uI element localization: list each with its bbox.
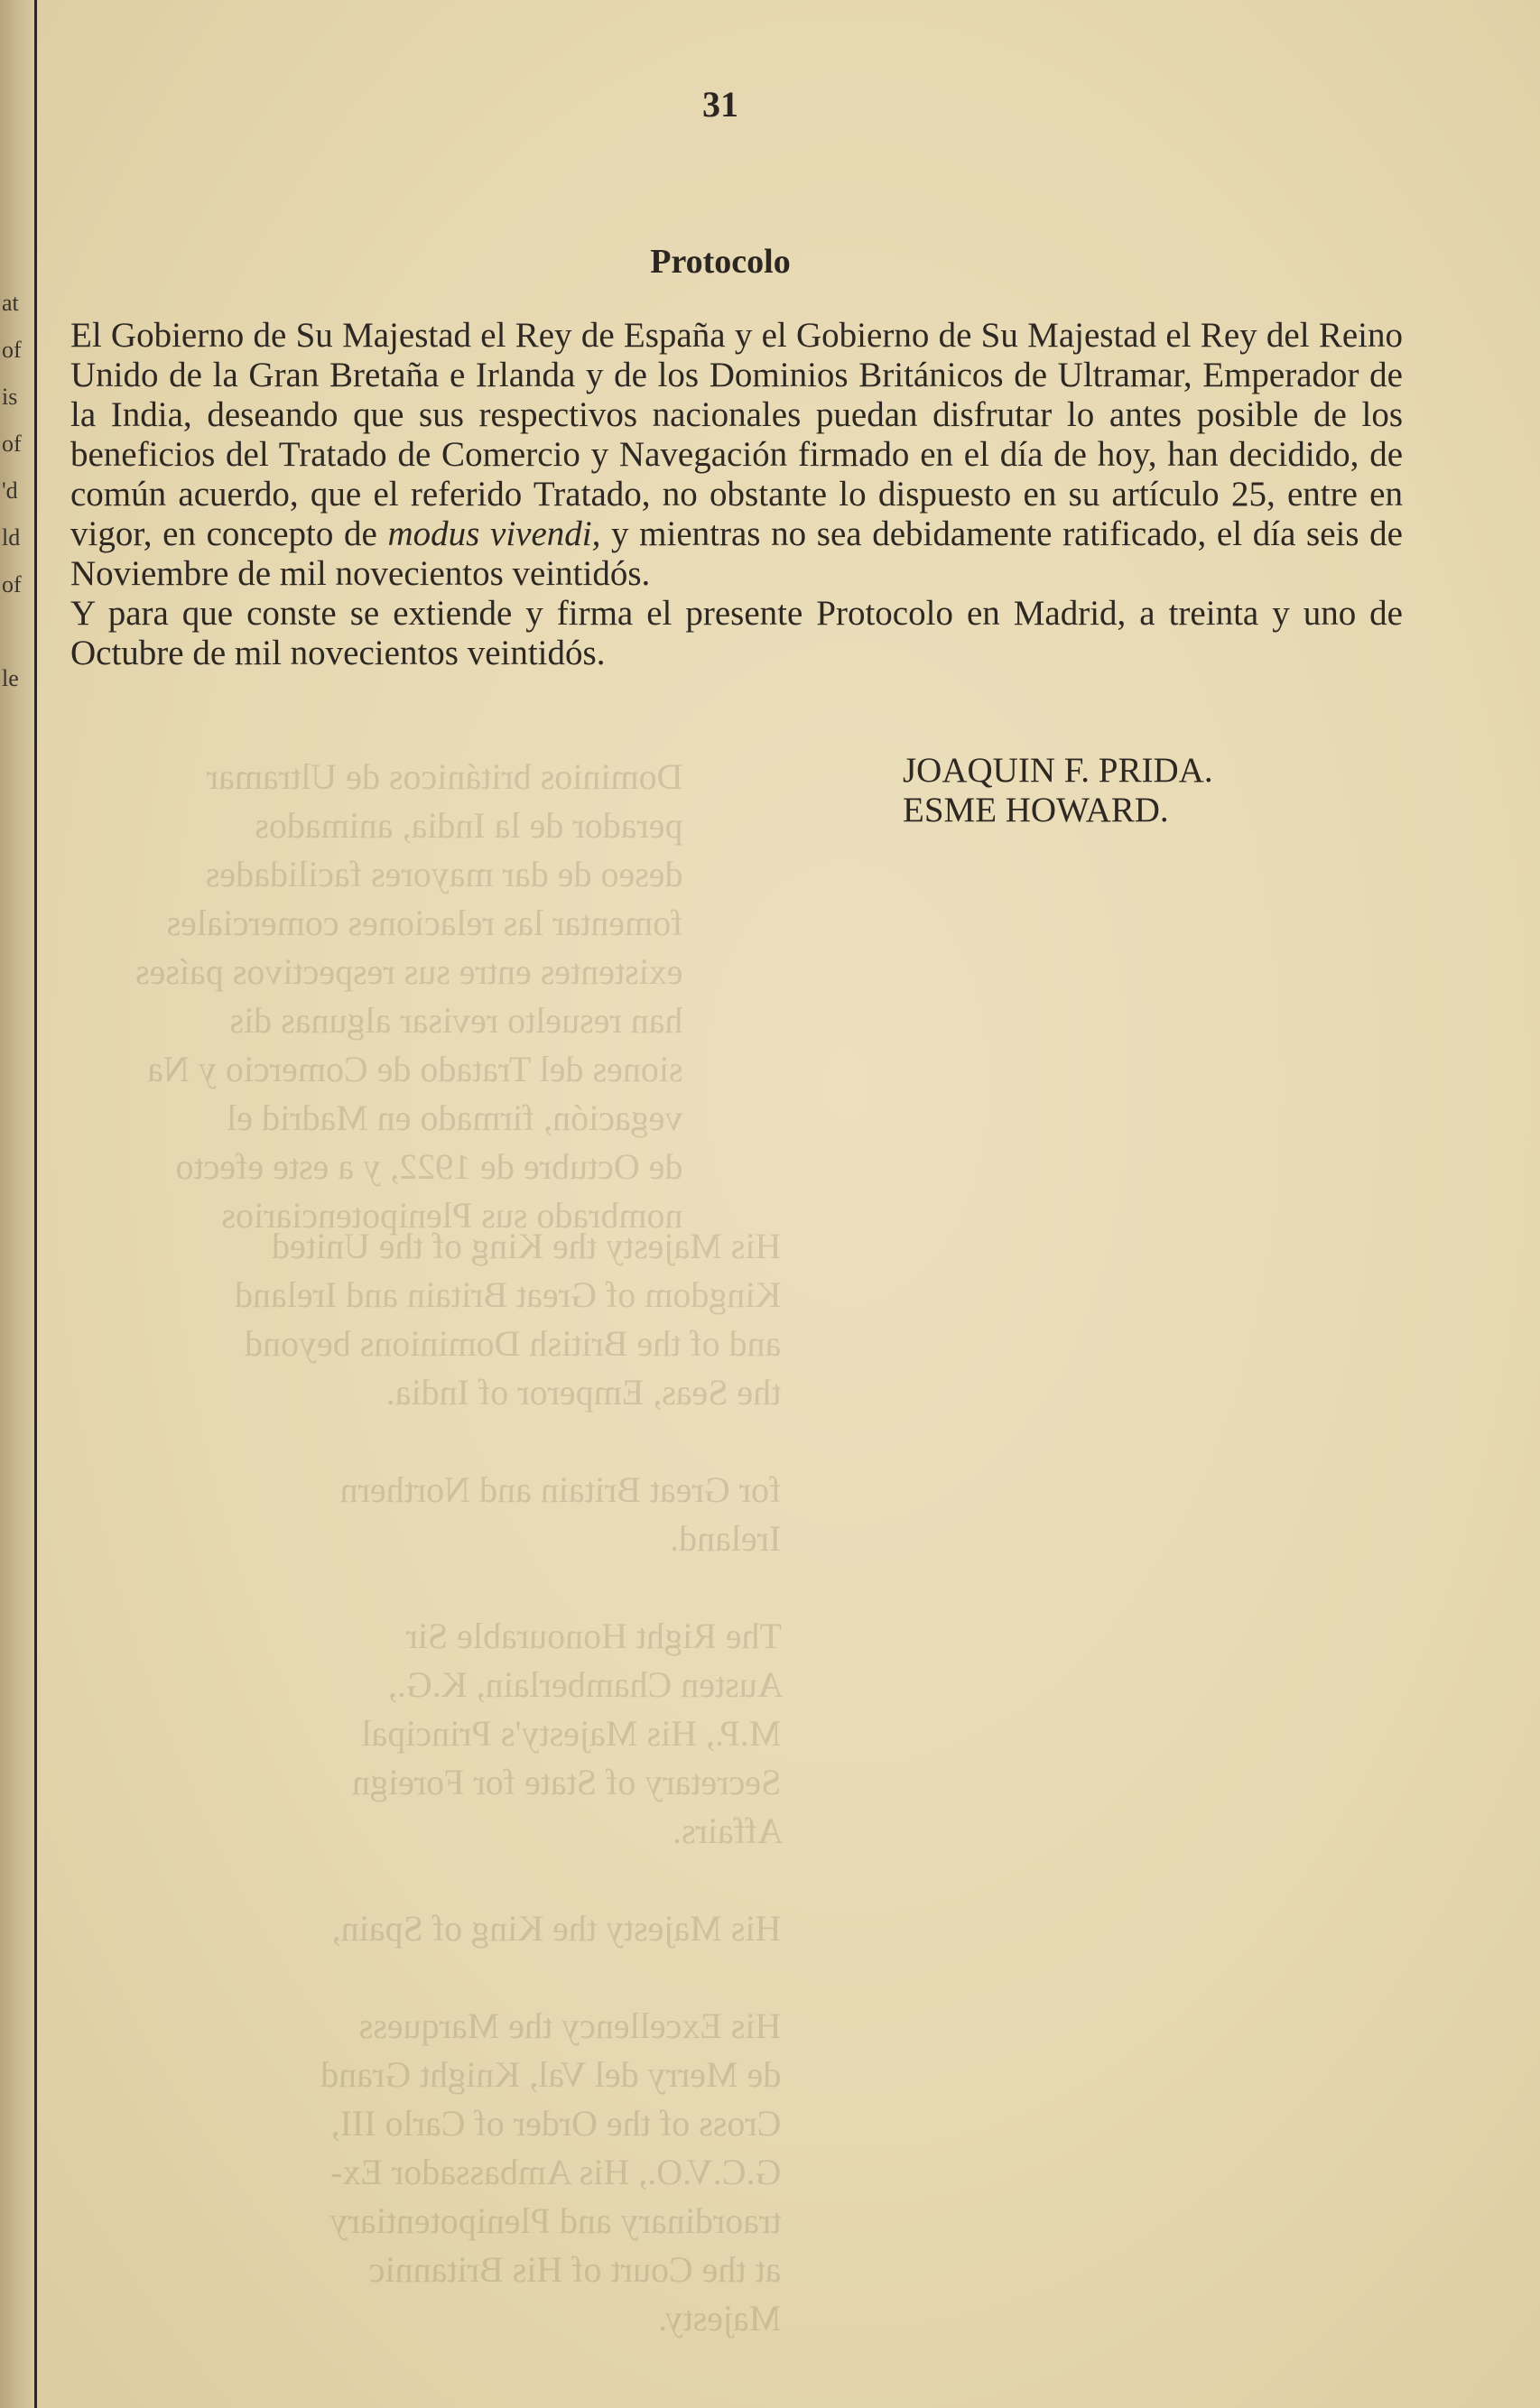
gutter-cut-letters: at of is of 'd ld of le bbox=[2, 290, 22, 691]
signatory-britain: ESME HOWARD. bbox=[903, 791, 1169, 829]
signatory-spain: JOAQUIN F. PRIDA. bbox=[903, 751, 1213, 790]
show-through-text: Dominios británicos de Ultramar perador de la India, animados deseo de dar mayores facilidades fomentar las relaciones comerciales existentes entre sus respectivos países han resuelto revisar algunas dis siones del Tratado de Comercio y Na vegación, firmado en Madrid el de Octubre de 1922, y a este efecto nombrado sus Plenipotenciarios bbox=[135, 756, 683, 1236]
show-through-text-2: His Majesty the King of the United Kingdom of Great Britain and Ireland and of the British Dominions beyond the Seas, Emperor of India. for Great Britain and Northern Ireland. The Right Honourable Sir Austen Chamberlain, K.G., M.P., His Majesty's Principal Secretary of State for Foreign Affairs. His Majesty the King of Spain, His Excellency the Marquess de Merry del Val, Knight Grand Cross of the Order of Carlo III, G.C.V.O., His Ambassador Ex- traordinary and Plenipotentiary at the Court of His Britannic Majesty. bbox=[235, 1226, 784, 2339]
signature-block bbox=[903, 751, 1213, 830]
italic-term: modus vivendi, bbox=[387, 514, 601, 553]
protocol-paragraph bbox=[70, 316, 1403, 594]
paragraph-text-continued: y mientras no sea debidamente ratificado, el día seis de Noviembre de mil novecientos veintidós. bbox=[70, 514, 1403, 593]
page-title: Protocolo bbox=[650, 243, 791, 281]
page-number: 31 bbox=[702, 84, 738, 125]
protocol-body bbox=[70, 316, 1403, 673]
book-gutter bbox=[0, 0, 37, 2408]
protocol-closing-paragraph: Y para que conste se extiende y firma el presente Protocolo en Madrid, a treinta y uno de Octubre de mil novecientos veintidós. bbox=[70, 594, 1403, 672]
paragraph-text: El Gobierno de Su Majestad el Rey de España y el Gobierno de Su Majestad el Rey del Reino Unido de la Gran Bretaña e Irlanda y de los Dominios Británicos de Ultramar, Emperador de la India, deseando que sus respectivos nacionales puedan disfrutar lo antes posible de los beneficios del Tratado de Comercio y Navegación firmado en el día de hoy, han decidido, de común acuerdo, que el referido Tratado, no obstante lo dispuesto en su artículo 25, entre en vigor, en concepto de bbox=[70, 316, 1403, 553]
